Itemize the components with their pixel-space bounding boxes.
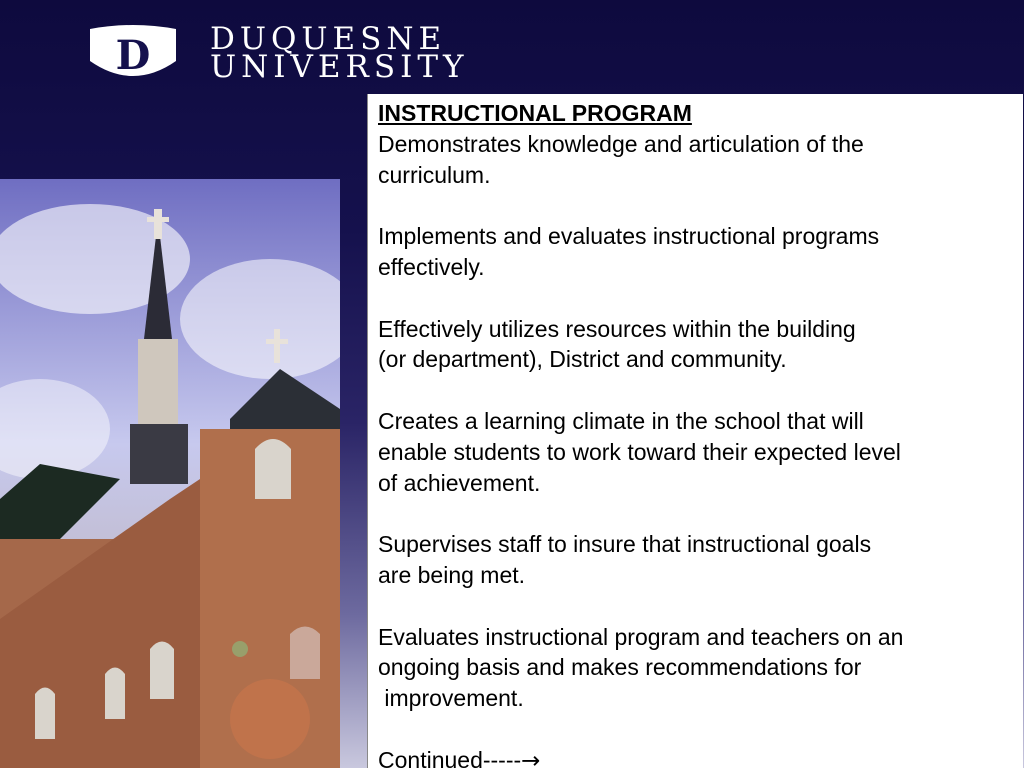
item-2-line-2: effectively. [378, 253, 485, 280]
shield-letter: D [115, 32, 151, 79]
item-5-line-2: are being met. [378, 561, 526, 588]
content-panel [367, 94, 1023, 768]
item-6-line-1: Evaluates instructional program and teachers on an [378, 623, 904, 650]
item-5-line-1: Supervises staff to insure that instructional goals [378, 531, 872, 558]
item-1-line-2: curriculum. [378, 161, 491, 188]
item-4-line-2: enable students to work toward their expected level [378, 438, 901, 465]
continued-text: Continued----- [378, 746, 522, 768]
item-4-line-3: of achievement. [378, 469, 541, 496]
section-heading: INSTRUCTIONAL PROGRAM [378, 100, 692, 126]
duquesne-logo [86, 21, 469, 85]
item-4-line-1: Creates a learning climate in the school that will [378, 407, 864, 434]
logo-line-2: UNIVERSITY [210, 49, 469, 85]
right-arrow-icon: → [521, 747, 541, 768]
item-1-line-1: Demonstrates knowledge and articulation of the [378, 130, 864, 157]
item-6-line-2: ongoing basis and makes recommendations for [378, 654, 862, 681]
continued-line [378, 745, 1023, 768]
item-3-line-2: (or department), District and community. [378, 346, 787, 373]
item-2-line-1: Implements and evaluates instructional programs [378, 223, 880, 250]
church-photo [0, 179, 340, 768]
logo-wordmark [210, 21, 469, 85]
item-3-line-1: Effectively utilizes resources within the building [378, 315, 856, 342]
item-6-line-3: improvement. [378, 685, 524, 712]
logo-line-1: DUQUESNE [210, 21, 447, 57]
university-shield-icon [86, 25, 180, 81]
